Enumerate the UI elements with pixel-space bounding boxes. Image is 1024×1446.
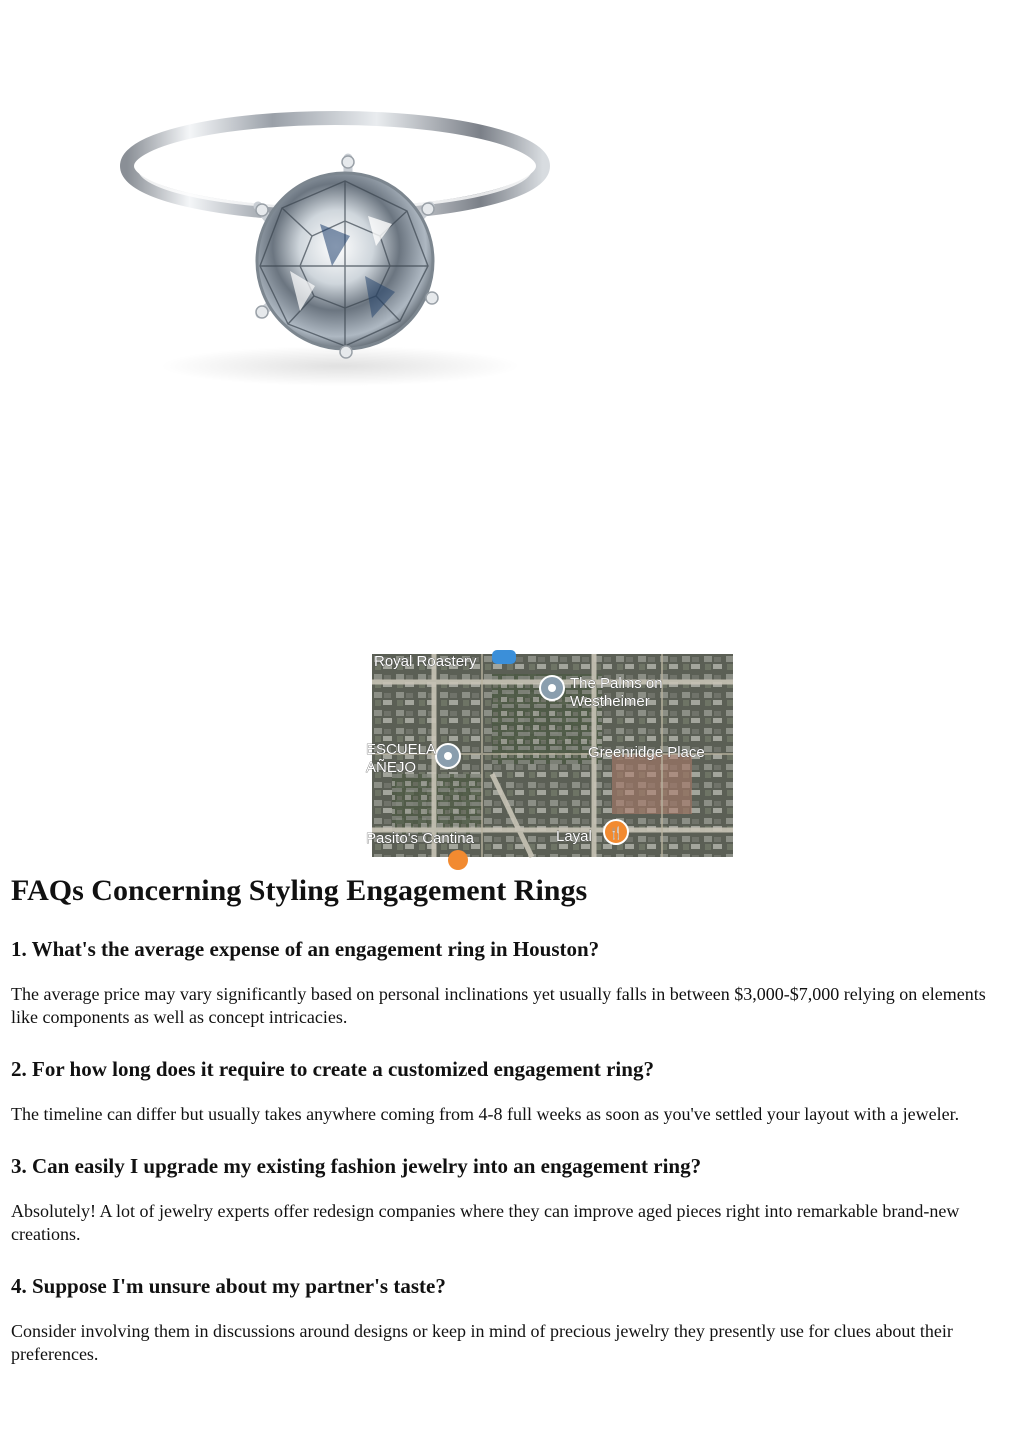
faq-item <box>11 1154 1016 1246</box>
faq-item <box>11 937 1016 1029</box>
faq-answer: The average price may vary significantly based on personal inclinations yet usually falls in between $3,000-$7,000 relying on elements like components as well as concept intricacies. <box>11 983 986 1027</box>
map-pin-icon <box>436 744 460 768</box>
solitaire-ring-image <box>110 96 570 396</box>
map-pin-icon <box>540 676 564 700</box>
ring-image <box>110 96 570 396</box>
map-svg <box>366 653 733 857</box>
map-image <box>366 653 733 857</box>
faq-item <box>11 1057 1016 1126</box>
faq-question: 1. What's the average expense of an engagement ring in Houston? <box>11 936 600 961</box>
restaurant-pin-icon <box>604 820 628 844</box>
map-label-layal: Layal <box>556 828 592 845</box>
faq-section <box>11 872 1016 1366</box>
faq-answer: The timeline can differ but usually takes anywhere coming from 4-8 full weeks as soon as you've settled your layout with a jeweler. <box>11 1103 960 1124</box>
svg-text:🍴: 🍴 <box>608 826 624 840</box>
map-label-palms-1: The Palms on <box>570 675 663 692</box>
faq-answer: Consider involving them in discussions around designs or keep in mind of precious jewelry they presently use for clues about their preferences. <box>11 1321 953 1365</box>
shopping-pin-icon <box>492 650 516 664</box>
faq-item <box>11 1274 1016 1366</box>
faq-question: 3. Can easily I upgrade my existing fashion jewelry into an engagement ring? <box>11 1153 702 1178</box>
map-label-escuela-2: AÑEJO <box>366 759 417 776</box>
faq-question: 4. Suppose I'm unsure about my partner's taste? <box>11 1274 446 1299</box>
map-label-royal-roastery: Royal Roastery <box>374 653 477 670</box>
faq-title: FAQs Concerning Styling Engagement Rings <box>11 874 588 907</box>
map-label-palms-2: Westheimer <box>570 693 650 710</box>
faq-answer: Absolutely! A lot of jewelry experts offer redesign companies where they can improve aged pieces right into remarkable brand-new creations. <box>11 1201 960 1245</box>
map-label-pasitos: Pasito's Cantina <box>366 830 474 847</box>
map-label-escuela-1: ESCUELA <box>366 741 437 758</box>
map-label-greenridge: Greenridge Place <box>588 744 705 761</box>
faq-question: 2. For how long does it require to create a customized engagement ring? <box>11 1056 654 1081</box>
